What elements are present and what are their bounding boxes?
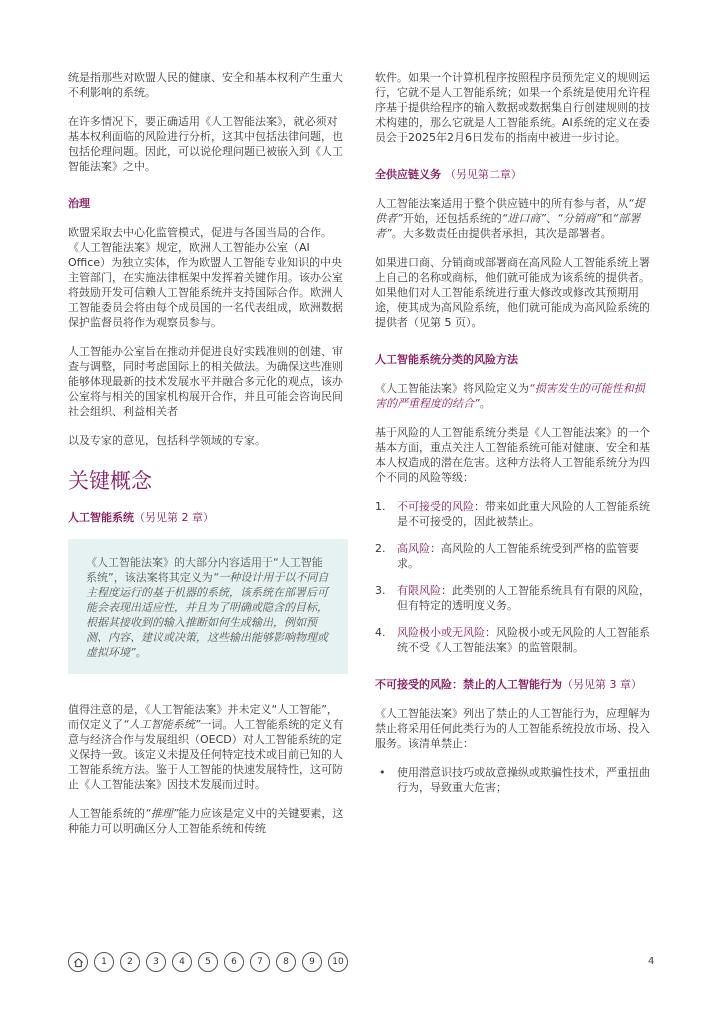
supply-chain-heading-note: （另见第二章） bbox=[444, 168, 522, 181]
page-link-8[interactable]: 8 bbox=[276, 952, 296, 972]
ai-system-heading-label: 人工智能系统 bbox=[68, 511, 134, 524]
page-link-5[interactable]: 5 bbox=[198, 952, 218, 972]
home-icon[interactable] bbox=[68, 952, 88, 972]
text-emphasis: “损害发生的可能性和损害的严重程度的结合” bbox=[375, 382, 645, 410]
text-run: 人工智能系统的 bbox=[68, 807, 145, 820]
risk-level-text: ：带来如此重大风险的人工智能系统是不可接受的，因此被禁止。 bbox=[397, 500, 650, 528]
paragraph bbox=[375, 381, 655, 411]
paragraph bbox=[375, 196, 655, 241]
definition-end: 。 bbox=[135, 646, 147, 659]
paragraph: 如果进口商、分销商或部署商在高风险人工智能系统上署上自己的名称或商标，他们就可能成为该系统的提供者。如果他们对人工智能系统进行重大修改或修改其预期用途，使其成为高风险系统，他们就可能成为高风险系统的提供者（见第 5 页）。 bbox=[375, 256, 650, 329]
paragraph: 人工智能办公室旨在推动并促进良好实践准则的创建、审查与调整，同时考虑国际上的相关做法。为确保这些准则能够体现最新的技术发展水平并融合多元化的观点，该办公室将与相关的国家机构展开合作，并且可能会咨询民间社会组织、利益相关者 bbox=[68, 345, 343, 418]
text-emphasis: “部署者” bbox=[375, 212, 641, 240]
text-emphasis: “分销商” bbox=[557, 212, 602, 225]
risk-level-item bbox=[375, 625, 655, 655]
section-title: 关键概念 bbox=[68, 469, 152, 493]
text-run: 和 bbox=[601, 212, 613, 225]
text-run: 一词。人工智能系统的定义有意与经济合作与发展组织（OECD）对人工智能系统的定义保持一致。该定义未提及任何特定技术或目前已知的人工智能系统方法。鉴于人工智能的快速发展特性，这可防止《人工智能法案》因技术发展而过时。 bbox=[68, 718, 344, 791]
governance-heading: 治理 bbox=[68, 197, 90, 210]
bullet: • bbox=[379, 766, 386, 779]
risk-level-text: ：高风险的人工智能系统受到严格的监管要求。 bbox=[397, 542, 639, 570]
page-link-2[interactable]: 2 bbox=[120, 952, 140, 972]
paragraph: 软件。如果一个计算机程序按照程序员预先定义的规则运行，它就不是人工智能系统；如果一个系统是使用允许程序基于提供给程序的输入数据或数据集自行创建规则的技术构建的，那么它就是人工智能系统。AI系统的定义在委员会于2025年2月6日发布的指南中被进一步讨论。 bbox=[375, 71, 650, 144]
risk-approach-heading: 人工智能系统分类的风险方法 bbox=[375, 353, 518, 366]
page-link-1[interactable]: 1 bbox=[94, 952, 114, 972]
list-number: 3. bbox=[375, 584, 386, 597]
risk-level-text: ：此类别的人工智能系统具有有限的风险，但有特定的透明度义务。 bbox=[397, 584, 650, 612]
page-link-7[interactable]: 7 bbox=[250, 952, 270, 972]
page-link-10[interactable]: 10 bbox=[328, 952, 348, 972]
paragraph: 统是指那些对欧盟人民的健康、安全和基本权利产生重大不利影响的系统。 bbox=[68, 71, 343, 99]
page-link-3[interactable]: 3 bbox=[146, 952, 166, 972]
list-item-text: 使用潜意识技巧或故意操纵或欺骗性技术，严重扭曲行为，导致重大危害； bbox=[397, 766, 650, 794]
page-link-9[interactable]: 9 bbox=[302, 952, 322, 972]
ai-system-heading-note: （另见第 2 章） bbox=[134, 511, 214, 524]
prohibited-heading-note: （另见第 3 章） bbox=[562, 678, 642, 691]
text-run: 人工智能法案适用于整个供应链中的所有参与者，从 bbox=[375, 197, 628, 210]
risk-level-label: 风险极小或无风险 bbox=[397, 626, 485, 639]
definition-intro: 《人工智能法案》的大部分内容适用于“人工智能系统”，该法案将其定义为 bbox=[86, 556, 323, 584]
text-emphasis: “推理” bbox=[145, 807, 179, 820]
page-link-6[interactable]: 6 bbox=[224, 952, 244, 972]
page-number: 4 bbox=[648, 956, 655, 967]
text-run: 。大多数责任由提供者承担，其次是部署者。 bbox=[391, 227, 612, 240]
text-emphasis: “进口商” bbox=[501, 212, 547, 225]
definition-box bbox=[68, 539, 348, 674]
paragraph: 在许多情况下，要正确适用《人工智能法案》，就必须对基本权利面临的风险进行分析，这其中包括法律问题，也包括伦理问题。因此，可以说伦理问题已被嵌入到《人工智能法案》之中。 bbox=[68, 115, 343, 173]
page-navigation bbox=[68, 952, 354, 972]
list-number: 4. bbox=[375, 626, 386, 639]
risk-level-label: 有限风险 bbox=[397, 584, 441, 597]
prohibited-heading-label: 不可接受的风险：禁止的人工智能行为 bbox=[375, 678, 562, 691]
text-emphasis: “提供者” bbox=[375, 197, 645, 225]
prohibited-practices-heading bbox=[375, 677, 655, 692]
risk-level-list bbox=[375, 499, 655, 655]
text-emphasis: “人工智能系统” bbox=[123, 718, 201, 731]
risk-level-item bbox=[375, 583, 655, 613]
paragraph: 基于风险的人工智能系统分类是《人工智能法案》的一个基本方面，重点关注人工智能系统可能对健康、安全和基本人权造成的潜在危害。这种方法将人工智能系统分为四个不同的风险等级： bbox=[375, 426, 650, 484]
supply-chain-heading bbox=[375, 167, 655, 182]
text-run: 值得注意的是，《人工智能法案》并未定义“人工智能”，而仅定义了 bbox=[68, 703, 338, 731]
paragraph bbox=[68, 702, 344, 792]
risk-level-item bbox=[375, 541, 655, 571]
paragraph: 欧盟采取去中心化监管模式，促进与各国当局的合作。《人工智能法案》规定，欧洲人工智能办公室（AI Office）为独立实体，作为欧盟人工智能专业知识的中央主管部门，在实施法律框架中发挥着关键作用。该办公室将鼓励开发可信赖人工智能系统并支持国际合作。欧洲人工智能委员会将由每个成员国的一名代表组成，欧洲数据保护监督员将作为观察员参与。 bbox=[68, 226, 343, 329]
list-number: 2. bbox=[375, 542, 386, 555]
list-number: 1. bbox=[375, 500, 386, 513]
ai-system-heading bbox=[68, 510, 344, 525]
definition-quote: “一种设计用于以不同自主程度运行的基于机器的系统，该系统在部署后可能会表现出适应性，并且为了明确或隐含的目标，根据其接收到的输入推断如何生成输出，例如预测、内容、建议或决策，这些输出能够影响物理或虚拟环境” bbox=[86, 571, 329, 659]
text-run: 《人工智能法案》将风险定义为 bbox=[375, 382, 529, 395]
text-run: 开始，还包括系统的 bbox=[402, 212, 502, 225]
paragraph: 《人工智能法案》列出了禁止的人工智能行为，应理解为禁止将采用任何此类行为的人工智能系统投放市场、投入服务。该清单禁止： bbox=[375, 707, 650, 750]
left-column bbox=[68, 70, 344, 850]
text-run: 。 bbox=[479, 397, 491, 410]
page-link-4[interactable]: 4 bbox=[172, 952, 192, 972]
text-run: 、 bbox=[546, 212, 558, 225]
paragraph: 以及专家的意见，包括科学领域的专家。 bbox=[68, 434, 266, 447]
text-run: 能力应该是定义中的关键要素，这种能力可以明确区分人工智能系统和传统 bbox=[68, 807, 344, 835]
right-column bbox=[375, 70, 655, 795]
list-item bbox=[375, 765, 655, 795]
risk-level-label: 高风险 bbox=[397, 542, 430, 555]
paragraph bbox=[68, 806, 344, 836]
risk-level-item bbox=[375, 499, 655, 529]
supply-chain-heading-label: 全供应链义务 bbox=[375, 168, 441, 181]
risk-level-text: ：风险极小或无风险的人工智能系统不受《人工智能法案》的监管限制。 bbox=[397, 626, 650, 654]
prohibited-list bbox=[375, 765, 655, 795]
risk-level-label: 不可接受的风险 bbox=[397, 500, 474, 513]
